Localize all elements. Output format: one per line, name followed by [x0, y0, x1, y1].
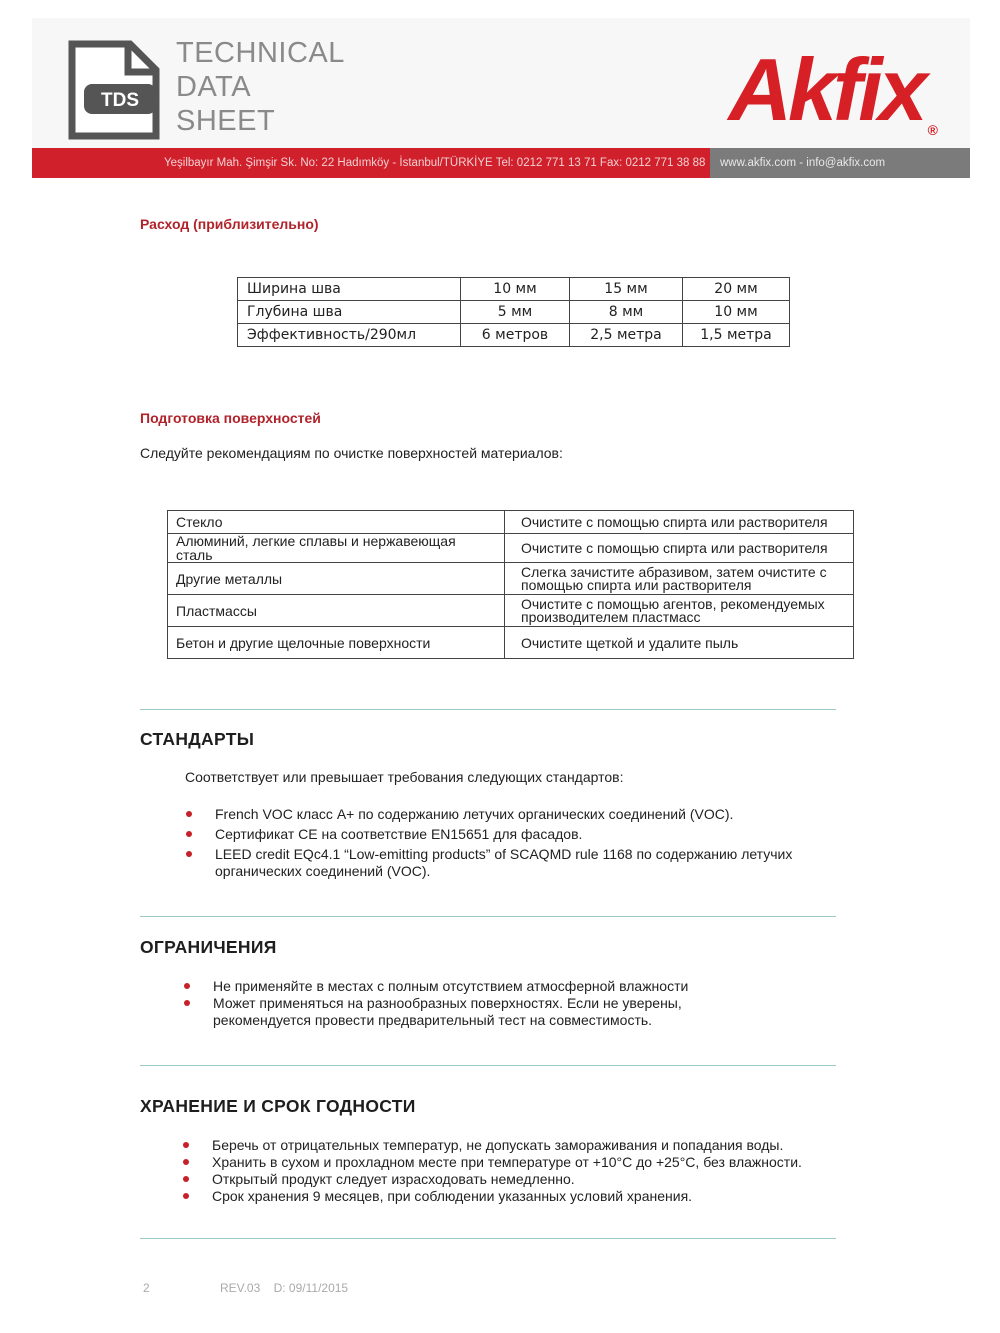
table-cell: Глубина шва — [238, 301, 461, 324]
table-cell: 2,5 метра — [570, 324, 683, 347]
section-divider — [140, 709, 836, 710]
table-row — [168, 563, 854, 595]
contacts-bar: www.akfix.com - info@akfix.com — [710, 148, 970, 178]
bullet-icon — [183, 1142, 189, 1148]
table-row — [238, 324, 790, 347]
table-cell: 8 мм — [570, 301, 683, 324]
bullet-icon — [186, 811, 192, 817]
bullet-icon — [186, 851, 192, 857]
list-item-text: French VOC класс A+ по содержанию летучих органических соединений (VOC). — [215, 806, 734, 822]
table-cell: Очистите с помощью агентов, рекомендуемых производителем пластмасс — [505, 595, 854, 627]
akfix-logo — [728, 40, 938, 140]
tds-title — [176, 36, 345, 138]
document-header — [32, 18, 970, 178]
list-item — [215, 826, 815, 843]
table-cell: Алюминий, легкие сплавы и нержавеющая сталь — [168, 534, 505, 563]
table-cell: Ширина шва — [238, 278, 461, 301]
table-cell: Очистите с помощью спирта или растворителя — [505, 511, 854, 534]
table-cell: Слегка зачистите абразивом, затем очистите с помощью спирта или растворителя — [505, 563, 854, 595]
page-number: 2 — [143, 1281, 150, 1295]
standards-intro: Соответствует или превышает требования следующих стандартов: — [185, 769, 624, 785]
table-row — [238, 301, 790, 324]
list-item — [215, 806, 815, 823]
tds-icon-label: TDS — [101, 90, 139, 111]
limitations-title: ОГРАНИЧЕНИЯ — [140, 937, 277, 957]
section-divider — [140, 916, 836, 917]
section-divider — [140, 1065, 836, 1066]
storage-title: ХРАНЕНИЕ И СРОК ГОДНОСТИ — [140, 1096, 416, 1116]
list-item — [215, 846, 815, 880]
bullet-icon — [183, 1176, 189, 1182]
tds-title-line: TECHNICAL — [176, 37, 345, 69]
brand-name: Akfix — [728, 40, 924, 139]
bullet-icon — [183, 1159, 189, 1165]
list-item — [213, 995, 713, 1029]
list-item — [212, 1154, 832, 1171]
table-cell: Очистите с помощью спирта или растворителя — [505, 534, 854, 563]
consumption-title: Расход (приблизительно) — [140, 216, 319, 232]
standards-title: СТАНДАРТЫ — [140, 729, 255, 749]
tds-document-icon — [68, 40, 164, 140]
surface-title: Подготовка поверхностей — [140, 410, 321, 426]
section-divider — [140, 1238, 836, 1239]
limitations-list — [213, 978, 713, 1029]
table-cell: 5 мм — [461, 301, 570, 324]
address-bar: Yeşilbayır Mah. Şimşir Sk. No: 22 Hadımköy - İstanbul/TÜRKİYE Tel: 0212 771 13 71 Fax: 0212 771 38 88 — [32, 148, 710, 178]
list-item-text: Срок хранения 9 месяцев, при соблюдении указанных условий хранения. — [212, 1188, 693, 1204]
list-item-text: LEED credit EQc4.1 “Low-emitting products” of SCAQMD rule 1168 по содержанию летучих органических соединений (VOC). — [215, 846, 793, 879]
list-item-text: Открытый продукт следует израсходовать немедленно. — [212, 1171, 575, 1187]
table-cell: 1,5 метра — [683, 324, 790, 347]
table-cell: 10 мм — [461, 278, 570, 301]
table-cell: Эффективность/290мл — [238, 324, 461, 347]
table-row — [238, 278, 790, 301]
table-row — [168, 534, 854, 563]
table-row — [168, 595, 854, 627]
table-cell: 6 метров — [461, 324, 570, 347]
table-row — [168, 627, 854, 659]
revision-info: REV.03 D: 09/11/2015 — [220, 1281, 349, 1295]
surface-table — [167, 510, 854, 659]
tds-title-line: DATA — [176, 71, 252, 103]
standards-list — [215, 806, 815, 880]
list-item — [212, 1188, 832, 1205]
bullet-icon — [184, 1000, 190, 1006]
table-cell: 15 мм — [570, 278, 683, 301]
table-cell: Другие металлы — [168, 563, 505, 595]
list-item-text: Не применяйте в местах с полным отсутствием атмосферной влажности — [213, 978, 689, 994]
bullet-icon — [184, 983, 190, 989]
bullet-icon — [183, 1193, 189, 1199]
list-item-text: Может применяться на разнообразных поверхностях. Если не уверены, рекомендуется провести предварительный тест на совместимость. — [213, 995, 682, 1028]
storage-list — [212, 1137, 832, 1205]
table-cell: 20 мм — [683, 278, 790, 301]
list-item — [212, 1171, 832, 1188]
surface-intro: Следуйте рекомендациям по очистке поверхностей материалов: — [140, 445, 563, 461]
table-cell: Стекло — [168, 511, 505, 534]
table-row — [168, 511, 854, 534]
table-cell: 10 мм — [683, 301, 790, 324]
list-item-text: Беречь от отрицательных температур, не допускать замораживания и попадания воды. — [212, 1137, 784, 1153]
table-cell: Бетон и другие щелочные поверхности — [168, 627, 505, 659]
bullet-icon — [186, 831, 192, 837]
list-item — [213, 978, 713, 995]
list-item — [212, 1137, 832, 1154]
table-cell: Пластмассы — [168, 595, 505, 627]
tds-title-line: SHEET — [176, 105, 276, 137]
registered-mark: ® — [927, 122, 938, 138]
consumption-table — [237, 277, 790, 347]
list-item-text: Сертификат CE на соответствие EN15651 для фасадов. — [215, 826, 583, 842]
list-item-text: Хранить в сухом и прохладном месте при температуре от +10°C до +25°C, без влажности. — [212, 1154, 802, 1170]
table-cell: Очистите щеткой и удалите пыль — [505, 627, 854, 659]
